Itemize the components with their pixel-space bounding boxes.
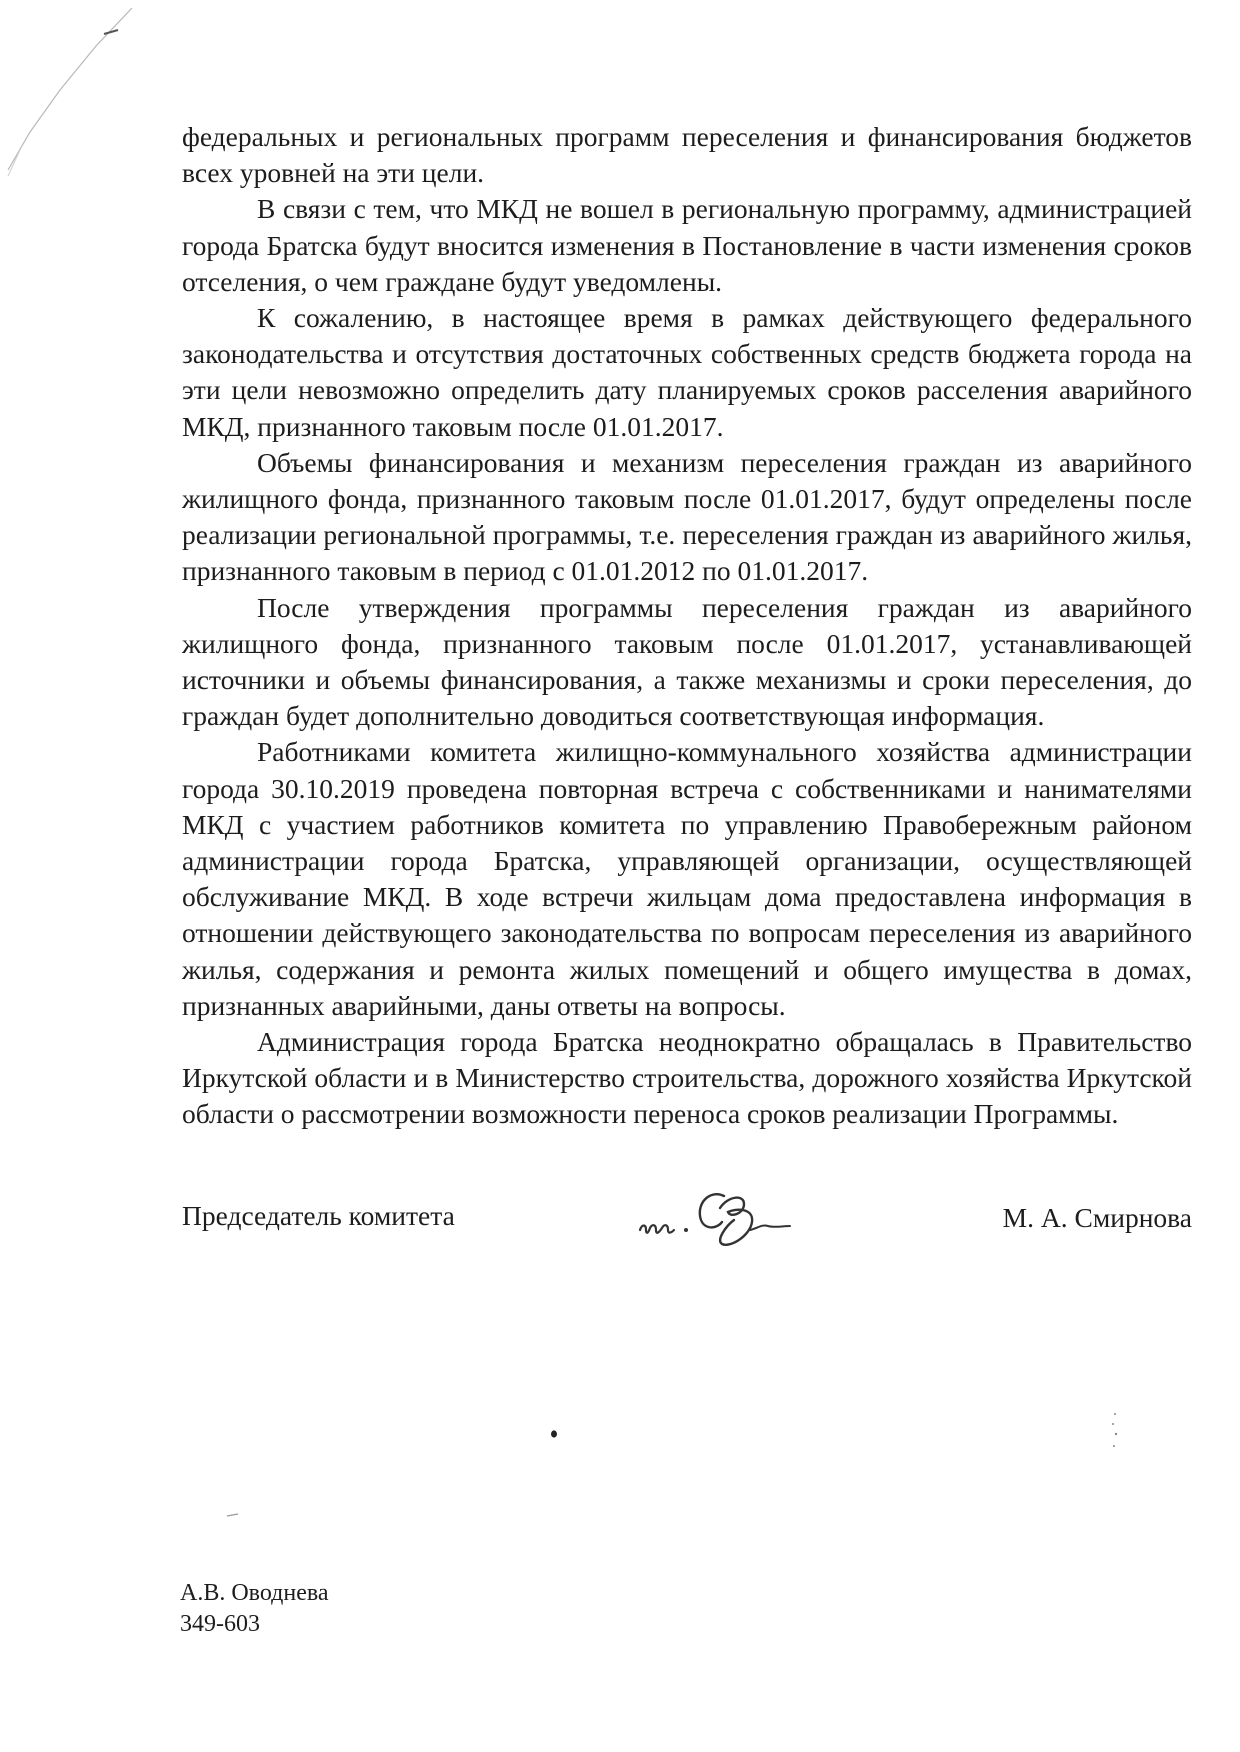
scan-speck bbox=[226, 1512, 240, 1518]
letter-paragraph: федеральных и региональных программ переселения и финансирования бюджетов всех уровней на эти цели. bbox=[182, 121, 1192, 189]
signatory-name: М. А. Смирнова bbox=[1002, 1202, 1192, 1233]
letter-body bbox=[182, 119, 1192, 1133]
letter-paragraph: К сожалению, в настоящее время в рамках действующего федерального законодательства и отсутствия достаточных собственных средств бюджета города на эти цели невозможно определить дату планируемых сроков расселения аварийного МКД, признанного таковым после 01.01.2017. bbox=[182, 302, 1192, 442]
executor-block bbox=[180, 1578, 329, 1640]
scan-corner-fold bbox=[0, 0, 140, 200]
signatory-position: Председатель комитета bbox=[182, 1200, 455, 1231]
handwritten-signature bbox=[612, 1178, 812, 1258]
scan-speck bbox=[1108, 1410, 1122, 1456]
signature-block bbox=[182, 1192, 1192, 1282]
letter-paragraph: После утверждения программы переселения граждан из аварийного жилищного фонда, признанного таковым после 01.01.2017, устанавливающей источники и объемы финансирования, а также механизмы и сроки переселения, до граждан будет дополнительно доводиться соответствующая информация. bbox=[182, 591, 1192, 732]
letter-paragraph: Администрация города Братска неоднократно обращалась в Правительство Иркутской области и в Министерство строительства, дорожного хозяйства Иркутской области о рассмотрении возможности переноса сроков реализации Программы. bbox=[182, 1026, 1192, 1130]
executor-phone: 349-603 bbox=[180, 1611, 260, 1637]
letter-paragraph: Объемы финансирования и механизм переселения граждан из аварийного жилищного фонда, признанного таковым после 01.01.2017, будут определены после реализации региональной программы, т.е. переселения граждан из аварийного жилья, признанного таковым в период с 01.01.2012 по 01.01.2017. bbox=[182, 446, 1192, 587]
letter-paragraph: В связи с тем, что МКД не вошел в региональную программу, администрацией города Братска будут вносится изменения в Постановление в части изменения сроков отселения, о чем граждане будут уведомлены. bbox=[182, 193, 1192, 297]
letter-paragraph: Работниками комитета жилищно-коммунального хозяйства администрации города 30.10.2019 проведена повторная встреча с собственниками и нанимателями МКД с участием работников комитета по управлению Правобережным районом администрации города Братска, управляющей организации, осуществляющей обслуживание МКД. В ходе встречи жильцам дома предоставлена информация в отношении действующего законодательства по вопросам переселения из аварийного жилья, содержания и ремонта жилых помещений и общего имущества в домах, признанных аварийными, даны ответы на вопросы. bbox=[182, 736, 1192, 1021]
scan-speck bbox=[548, 1428, 560, 1440]
executor-name: А.В. Оводнева bbox=[180, 1580, 329, 1606]
